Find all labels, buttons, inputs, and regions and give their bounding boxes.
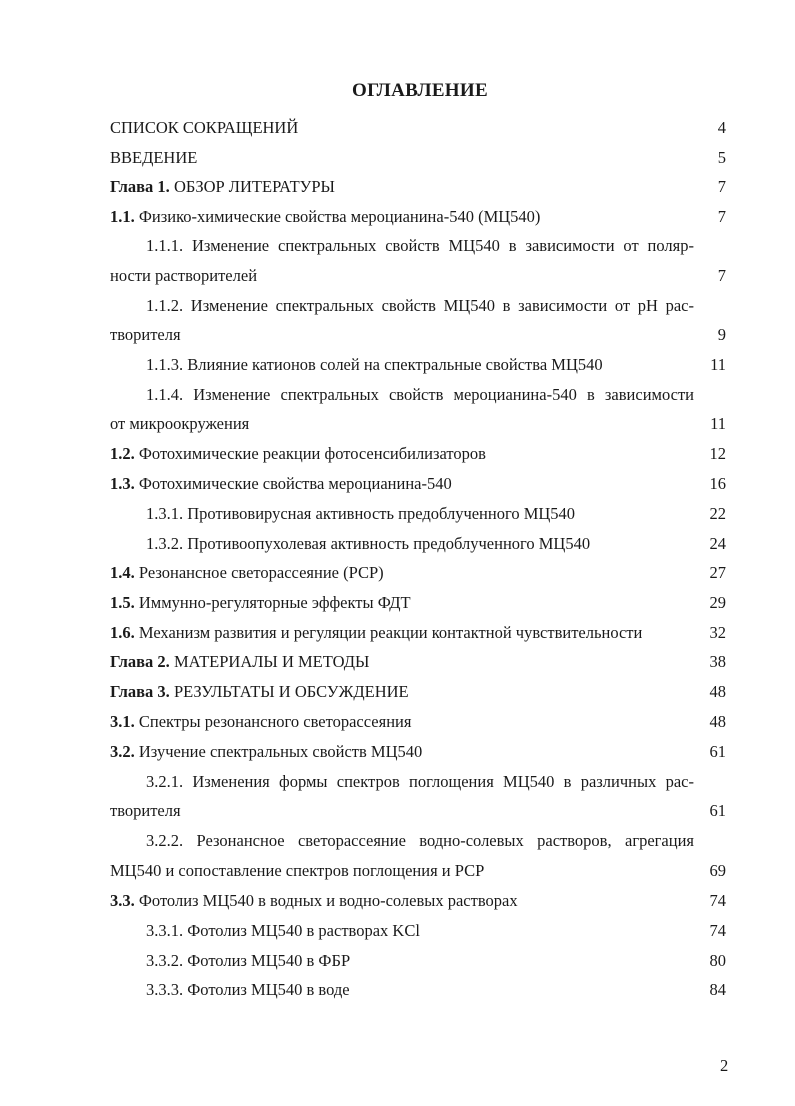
toc-entry-text: 1.1.4. Изменение спектральных свойств мероцианина-540 в зависимости [146,385,694,404]
toc-entry [0,470,795,498]
toc-entry-page: 11 [710,414,726,433]
toc-entry-text: РЕЗУЛЬТАТЫ И ОБСУЖДЕНИЕ [169,682,409,701]
toc-entry-text-cont: МЦ540 и сопоставление спектров поглощения и РСР [110,861,485,880]
toc-entry-page: 4 [717,118,726,137]
toc-entry [0,887,795,915]
toc-entry [0,440,795,468]
toc-entry [0,738,795,766]
toc-entry [0,619,795,647]
toc-entry [0,203,795,231]
toc-entry-number: 1.6. [110,623,135,642]
toc-entry-text: МАТЕРИАЛЫ И МЕТОДЫ [169,652,370,671]
toc-entry-text-cont: ности растворителей [110,266,258,285]
toc-entry-page: 61 [709,742,726,761]
toc-entry-number: 1.4. [110,563,135,582]
toc-entry-page: 27 [709,563,726,582]
toc-entry-text: Механизм развития и регуляции реакции контактной чувствительности [134,623,643,642]
toc-entry-page: 38 [709,652,726,671]
toc-entry [0,768,795,796]
page-number: 2 [720,1056,729,1075]
toc-entry-text: 3.3.3. Фотолиз МЦ540 в воде [146,980,350,999]
toc-entry-text: 3.2.2. Резонансное светорассеяние водно-солевых растворов, агрегация [146,831,694,850]
toc-entry [0,947,795,975]
toc-entry-page: 48 [709,712,726,731]
toc-entry-text-cont: творителя [110,325,181,344]
toc-entry [0,500,795,528]
toc-entry [0,351,795,379]
toc-entry-text: Фотохимические свойства мероцианина-540 [134,474,452,493]
toc-entry-text: 3.2.1. Изменения формы спектров поглощения МЦ540 в различных рас- [146,772,694,791]
toc-entry [0,559,795,587]
toc-entry [0,173,795,201]
toc-entry-number: 1.2. [110,444,135,463]
toc-entry [0,708,795,736]
toc-entry [0,589,795,617]
toc-entry-page: 9 [717,325,726,344]
toc-entry-number: 3.1. [110,712,135,731]
toc-entry-number: 1.5. [110,593,135,612]
toc-entry [0,232,795,260]
toc-entry-page: 22 [709,504,726,523]
toc-entry [0,292,795,320]
toc-entry-number: 3.3. [110,891,135,910]
toc-entry-text: ОБЗОР ЛИТЕРАТУРЫ [169,177,335,196]
toc-entry-text-cont: творителя [110,801,181,820]
toc-entry-page: 29 [709,593,726,612]
toc-entry-number: 3.2. [110,742,135,761]
toc-entry [0,917,795,945]
toc-entry-number: Глава 1. [110,177,170,196]
toc-entry-text: 1.1.1. Изменение спектральных свойств МЦ540 в зависимости от поляр- [146,236,694,255]
toc-entry-page: 84 [709,980,726,999]
toc-entry-text: Фотохимические реакции фотосенсибилизаторов [134,444,486,463]
toc-entry-text: Иммунно-регуляторные эффекты ФДТ [134,593,411,612]
toc-entry [0,144,795,172]
toc-entry-page: 48 [709,682,726,701]
toc-entry [0,114,795,142]
toc-entry [0,648,795,676]
toc-entry-text: 1.1.2. Изменение спектральных свойств МЦ540 в зависимости от рН рас- [146,296,694,315]
toc-entry-page: 74 [709,891,726,910]
toc-entry-number: 1.3. [110,474,135,493]
toc-entry-text: Спектры резонансного светорассеяния [134,712,412,731]
toc-entry [0,321,795,349]
toc-entry-page: 32 [709,623,726,642]
toc-entry-page: 7 [717,177,726,196]
toc-entry [0,262,795,290]
toc-entry-page: 24 [709,534,726,553]
toc-entry-page: 80 [709,951,726,970]
toc-entry-text: Резонансное светорассеяние (РСР) [134,563,384,582]
toc-entry-text: 3.3.2. Фотолиз МЦ540 в ФБР [146,951,351,970]
toc-entry [0,797,795,825]
toc-entry-text: 1.1.3. Влияние катионов солей на спектральные свойства МЦ540 [146,355,603,374]
toc-entry [0,857,795,885]
toc-entry [0,381,795,409]
toc-entry-page: 5 [717,148,726,167]
toc-entry-text: 1.3.2. Противоопухолевая активность предоблученного МЦ540 [146,534,591,553]
toc-entry-text: Фотолиз МЦ540 в водных и водно-солевых растворах [134,891,518,910]
toc-entry-number: 1.1. [110,207,135,226]
toc-entry-text: ВВЕДЕНИЕ [110,148,198,167]
toc-entry-page: 12 [709,444,726,463]
toc-entry-text: Физико-химические свойства мероцианина-540 (МЦ540) [134,207,541,226]
toc-entry [0,976,795,1004]
toc-entry-text: Изучение спектральных свойств МЦ540 [134,742,423,761]
toc-entry [0,678,795,706]
toc-entry-page: 7 [717,266,726,285]
toc-entry-number: Глава 3. [110,682,170,701]
toc-entry [0,827,795,855]
toc-entry-page: 74 [709,921,726,940]
toc-entry-text-cont: от микроокружения [110,414,250,433]
toc-entry-text: 3.3.1. Фотолиз МЦ540 в растворах KCl [146,921,420,940]
toc-entry-page: 11 [710,355,726,374]
toc-entry-page: 7 [717,207,726,226]
toc-entry-number: Глава 2. [110,652,170,671]
toc-entry-page: 16 [709,474,726,493]
toc-entry [0,530,795,558]
toc-entry-text: 1.3.1. Противовирусная активность предоблученного МЦ540 [146,504,576,523]
toc-entry-page: 69 [709,861,726,880]
toc-entry-page: 61 [709,801,726,820]
toc-title: ОГЛАВЛЕНИЕ [352,80,488,101]
toc-entry [0,410,795,438]
toc-entry-text: СПИСОК СОКРАЩЕНИЙ [110,118,299,137]
